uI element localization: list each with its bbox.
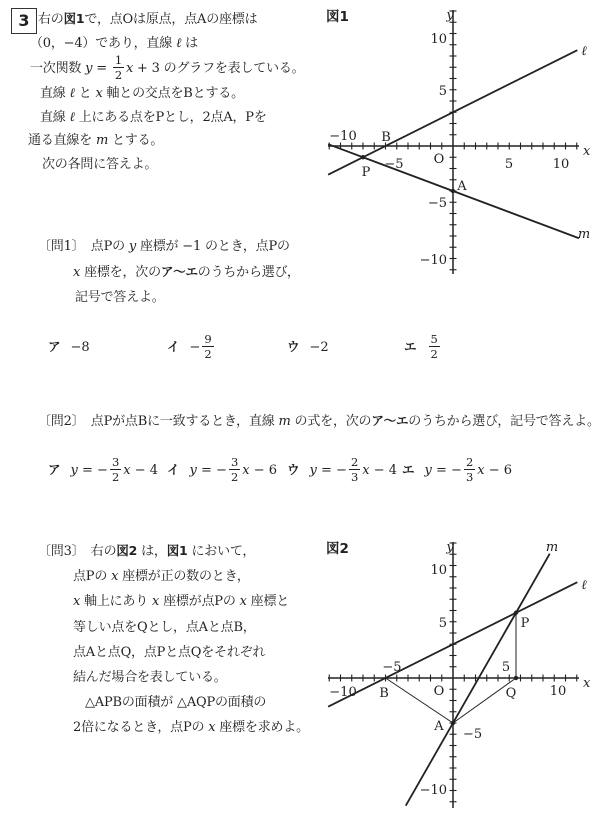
fraction: $\frac{1}{2}$ [114,53,122,83]
text-run: −8 [70,340,90,355]
text-run: 軸との交点をBとする。 [102,86,244,102]
text-line [73,715,338,740]
text-run: 図2 [116,543,138,558]
fig2-plot [320,536,600,814]
text-run: y [424,463,432,478]
text-run: 座標が点Pの [159,594,240,610]
choice-item [404,327,442,367]
text-line [75,285,338,310]
choice-label: エ [402,462,415,477]
text-run: − [189,340,201,355]
text-run: 〔問3〕 右の [38,544,117,559]
text-run: m [95,133,109,149]
choice-label: ア [48,339,61,354]
text-run: 2倍になるとき，点Pの [73,720,209,736]
fig-label: −5 [382,660,402,675]
text-run: = − [316,463,347,478]
text-run: 座標を求めよ。 [215,720,309,736]
text-run: において， [187,544,256,559]
text-run: とする。 [108,133,164,149]
text-run: x [125,61,134,77]
figure-2 [320,536,600,814]
fig-label: Q [505,686,517,701]
text-line [73,640,338,665]
text-run: 直線 [40,86,70,102]
fig-label: O [433,152,445,167]
text-run: x [95,86,103,102]
text-run: x [73,594,81,610]
text-run: 通る直線を [28,133,96,149]
text-line [73,589,338,614]
fig-label: 10 [549,684,567,699]
text-run: 〔問2〕 点Pが点Bに一致するとき，直線 [38,414,279,429]
text-run: x [362,463,370,478]
text-run: ℓ [175,35,182,51]
text-run: x [111,569,119,585]
fig-label: ℓ [581,578,587,593]
question-3 [38,538,338,741]
text-line [85,690,338,715]
text-run: x [242,463,250,478]
choice-item [287,450,397,490]
fig-label: x [583,144,591,159]
line-m [406,554,550,806]
text-run: ア～エ [160,264,198,279]
text-run: − 4 [130,463,159,478]
text-run: y [309,463,317,478]
fig-label: y [446,8,454,23]
text-run: △APBの面積が △AQPの面積の [85,695,267,711]
text-run: と [74,86,96,102]
fig-label: 10 [552,157,570,172]
fig-label: 5 [501,660,511,675]
text-run: − 6 [249,463,278,478]
fraction: $\frac{5}{2}$ [430,331,438,361]
choice-label: ア [48,462,61,477]
text-run: 図1 [63,11,85,26]
text-run: で，点Oは原点，点Aの座標は [84,12,258,27]
fraction: $\frac{3}{2}$ [111,454,120,484]
text-line [38,538,338,564]
text-run: y [70,463,78,478]
text-run: 等しい点をQとし，点Aと点B， [73,619,256,635]
text-run: 図1 [166,543,188,558]
text-run: 〔問1〕 点Pの [38,239,129,254]
text-run: + 3 のグラフを表している。 [133,61,305,77]
text-run: −2 [309,340,329,355]
question-1-choices [0,327,600,367]
fig-label: 5 [438,616,447,631]
text-run: ℓ [69,86,75,102]
figure-2-title: 図2 [326,541,349,557]
figure-1 [320,4,600,282]
text-run: y [128,239,137,254]
fraction: $\frac{2}{3}$ [465,454,474,484]
choice-label: エ [404,339,417,354]
fig-label: y [446,540,454,555]
choice-label: ウ [287,462,300,477]
text-run: m [278,414,291,429]
choice-item [402,450,512,490]
text-run: 記号で答えよ。 [75,290,165,305]
text-run: 点Pの [73,569,112,585]
text-line [40,106,330,130]
fraction: $\frac{9}{2}$ [204,331,212,361]
text-run: = − [196,463,227,478]
text-run: 座標が正の数のとき， [118,569,250,585]
text-run: − 4 [369,463,398,478]
fig-label: −10 [419,253,447,268]
text-run: 座標を，次の [80,265,161,280]
text-run: x [73,265,81,280]
text-line [38,408,598,434]
fraction: $\frac{2}{3}$ [350,454,359,484]
fig-label: x [583,676,591,691]
fig-label: 5 [438,84,447,99]
text-line [30,32,330,56]
fraction: $\frac{3}{2}$ [230,454,239,484]
text-line [73,259,338,285]
problem-number-box: 3 [11,8,37,34]
fig-label: B [379,686,389,701]
plot-point [451,721,455,725]
fig-label: −10 [329,685,357,700]
question-2-choices [0,450,600,490]
text-run: 座標と [246,594,290,610]
text-line [38,7,330,32]
text-run: 結んだ場合を表している。 [73,670,227,686]
text-run: x [477,463,485,478]
choice-label: イ [167,339,180,354]
text-line [28,129,330,153]
text-run: 上にある点をPとし，2点A，Pを [74,109,267,125]
fig-label: −5 [427,196,447,211]
fig-label: 10 [430,563,447,578]
choice-label: イ [167,462,180,477]
fig-label: ℓ [581,44,587,59]
intro-text [28,7,330,176]
text-run: の式を，次の [290,414,372,429]
question-1 [38,234,338,310]
text-run: y [85,61,93,77]
text-run: x [152,594,160,610]
text-run: = − [77,463,108,478]
choice-item [287,327,329,367]
text-run: のうちから選び，記号で答えよ。 [408,414,600,429]
text-run: は [181,35,198,51]
plot-point [514,676,518,680]
fig-label: −10 [329,129,357,144]
text-line [40,82,330,106]
text-run: x [123,463,131,478]
choice-item [48,327,90,367]
text-run: 右の [38,12,64,27]
fig-label: −5 [384,157,404,172]
text-line [38,234,338,259]
fig1-plot [320,4,600,282]
text-line [73,615,338,640]
text-line [73,564,338,589]
text-run: 一次関数 [30,61,86,77]
text-run: のうちから選び， [197,265,300,280]
text-run: ℓ [69,109,75,125]
choice-item [167,450,277,490]
fig-label: −5 [463,727,483,742]
text-run: 次の各問に答えよ。 [42,156,158,172]
fig-label: A [457,179,467,194]
plot-point [451,189,455,193]
plot-point [514,611,518,615]
choice-label: ウ [287,339,300,354]
fig-label: P [361,165,371,180]
fig-label: P [520,616,530,631]
fig-label: 5 [504,157,514,172]
text-line [30,55,330,82]
text-run: − 6 [484,463,513,478]
text-line [42,153,330,177]
text-run: 座標が −1 のとき，点Pの [136,239,290,254]
text-run: = [92,61,111,77]
fig-label: B [381,130,391,145]
text-run: x [208,720,216,736]
text-run: ア～エ [371,413,409,428]
figure-1-title: 図1 [326,9,349,25]
choice-item [167,327,216,367]
text-run: y [189,463,197,478]
text-run: 軸上にあり [80,594,153,610]
choice-item [48,450,158,490]
question-2 [38,408,598,434]
fig-label: A [434,719,444,734]
fig-label: −10 [419,783,447,798]
text-run: は， [137,544,167,559]
text-run: x [239,594,247,610]
text-run: 点Aと点Q，点Pと点Qをそれぞれ [73,644,266,660]
text-run: （0，−4）であり，直線 [30,35,176,51]
fig-label: 10 [430,32,447,47]
fig-label: O [433,684,445,699]
text-line [73,665,338,690]
text-run: = − [431,463,462,478]
plot-point [361,155,365,159]
fig-label: m [577,227,591,242]
text-run: 直線 [40,109,70,125]
fig-label: m [545,540,559,555]
